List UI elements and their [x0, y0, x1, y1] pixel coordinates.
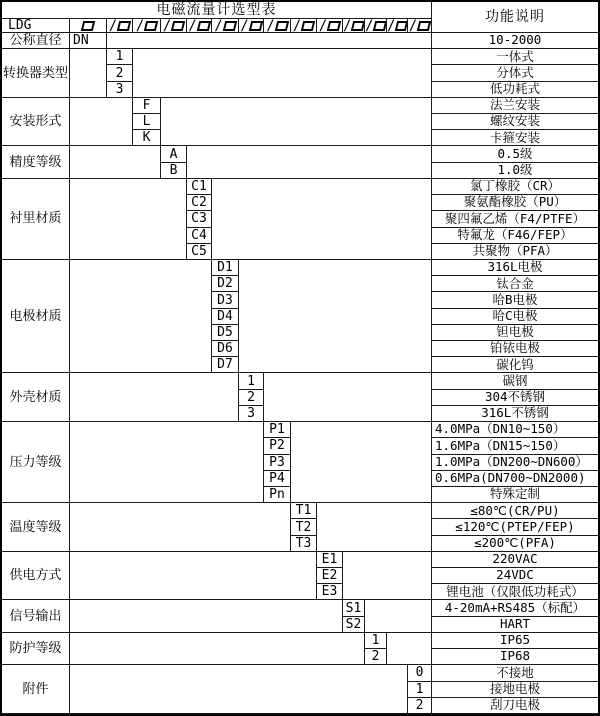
digit-box-icon [144, 21, 158, 31]
option-code: F [133, 98, 161, 114]
digit-box-icon [301, 21, 315, 31]
option-desc: 0.5级 [432, 146, 598, 162]
option-code: D1 [212, 260, 239, 276]
option-desc: ≤200℃(PFA) [432, 536, 598, 552]
model-code-box-cell [212, 19, 239, 33]
option-desc: 10-2000 [432, 33, 598, 49]
right-gap-cell [264, 373, 432, 422]
right-gap-cell [365, 600, 432, 632]
option-desc: 聚氨酯橡胶（PU） [432, 195, 598, 211]
option-code: S2 [343, 617, 365, 633]
digit-box-icon [248, 21, 262, 31]
slash-separator: / [135, 19, 145, 33]
section-label: 外壳材质 [2, 373, 70, 422]
model-prefix: LDG [2, 19, 70, 33]
section-label: 压力等级 [2, 422, 70, 503]
right-gap-cell [343, 552, 432, 601]
option-code: 1 [408, 682, 432, 698]
right-gap-cell [212, 179, 432, 260]
slash-separator: / [188, 19, 197, 33]
option-code: D3 [212, 292, 239, 308]
right-gap-cell [317, 503, 432, 552]
right-gap-cell [133, 49, 432, 98]
digit-box-icon [373, 21, 387, 31]
option-code: K [133, 130, 161, 146]
option-desc: 聚四氟乙烯（F4/PTFE） [432, 211, 598, 227]
option-desc: 1.0MPa（DN200~DN600） [432, 455, 598, 471]
option-desc: 0.6MPa(DN700~DN2000) [432, 471, 598, 487]
option-desc: 铂铱电极 [432, 341, 598, 357]
option-code: C4 [187, 228, 212, 244]
digit-box-icon [81, 21, 95, 31]
model-code-box-cell [291, 19, 317, 33]
section-label: 衬里材质 [2, 179, 70, 260]
left-gap-cell [70, 146, 161, 178]
left-gap-cell [70, 260, 212, 374]
left-gap-cell [70, 98, 133, 147]
option-code: 2 [107, 65, 133, 81]
left-gap-cell [70, 503, 291, 552]
model-code-box-cell [161, 19, 187, 33]
option-code: P2 [264, 438, 291, 454]
option-desc: 304不锈钢 [432, 390, 598, 406]
section-label: 附件 [2, 665, 70, 714]
slash-separator: / [365, 19, 374, 33]
section-label: 公称直径 [2, 33, 70, 49]
right-gap-cell [187, 146, 432, 178]
option-desc: 氯丁橡胶（CR） [432, 179, 598, 195]
model-code-box-cell [187, 19, 212, 33]
option-desc: 钛合金 [432, 276, 598, 292]
option-desc: 316L电极 [432, 260, 598, 276]
option-code: T2 [291, 519, 317, 535]
option-code: C2 [187, 195, 212, 211]
option-code: E3 [317, 584, 343, 600]
section-label: 精度等级 [2, 146, 70, 178]
option-desc: 低功耗式 [432, 82, 598, 98]
left-gap-cell [70, 179, 187, 260]
digit-box-icon [327, 21, 341, 31]
section-label: 供电方式 [2, 552, 70, 601]
option-desc: 刮刀电极 [432, 698, 598, 714]
left-gap-cell [70, 665, 408, 714]
option-desc: 分体式 [432, 65, 598, 81]
option-code: E2 [317, 568, 343, 584]
model-code-box-cell [70, 19, 107, 33]
option-code: B [161, 163, 187, 179]
option-code: 2 [408, 698, 432, 714]
digit-box-icon [171, 21, 185, 31]
section-label: 信号输出 [2, 600, 70, 632]
section-label: 电极材质 [2, 260, 70, 374]
left-gap-cell [70, 49, 107, 98]
left-gap-cell [70, 600, 343, 632]
left-gap-cell [70, 373, 239, 422]
option-desc: 接地电极 [432, 682, 598, 698]
option-code: E1 [317, 552, 343, 568]
model-code-box-cell [408, 19, 432, 33]
option-code: P1 [264, 422, 291, 438]
option-desc: 特氟龙（F46/FEP） [432, 228, 598, 244]
option-desc: 1.0级 [432, 163, 598, 179]
option-desc: 螺纹安装 [432, 114, 598, 130]
option-desc: HART [432, 617, 598, 633]
option-code: C3 [187, 211, 212, 227]
option-desc: 特殊定制 [432, 487, 598, 503]
option-desc: 锂电池（仅限低功耗式） [432, 584, 598, 600]
option-code: DN [70, 33, 107, 49]
slash-separator: / [387, 19, 396, 33]
section-label: 转换器类型 [2, 49, 70, 98]
option-code: 3 [239, 406, 264, 422]
option-code: Pn [264, 487, 291, 503]
model-code-box-cell [239, 19, 264, 33]
option-desc: 316L不锈钢 [432, 406, 598, 422]
option-desc: ≤80℃(CR/PU) [432, 503, 598, 519]
model-code-box-cell [133, 19, 161, 33]
option-code: T3 [291, 536, 317, 552]
option-code: 3 [107, 82, 133, 98]
section-label: 安装形式 [2, 98, 70, 147]
option-code: 0 [408, 665, 432, 681]
option-desc: 哈C电极 [432, 309, 598, 325]
option-code: 2 [239, 390, 264, 406]
slash-separator: / [266, 19, 275, 33]
digit-box-icon [117, 21, 131, 31]
option-code: D7 [212, 357, 239, 373]
right-gap-cell [387, 633, 432, 665]
option-code: T1 [291, 503, 317, 519]
slash-separator: / [240, 19, 249, 33]
option-code: P3 [264, 455, 291, 471]
digit-box-icon [274, 21, 288, 31]
option-desc: 4-20mA+RS485（标配） [432, 600, 598, 616]
function-column-header: 功能说明 [432, 2, 598, 33]
option-desc: 碳化钨 [432, 357, 598, 373]
model-code-box-cell [387, 19, 408, 33]
option-code: 1 [365, 633, 387, 649]
option-code: D4 [212, 309, 239, 325]
option-desc: 不接地 [432, 665, 598, 681]
section-label: 防护等级 [2, 633, 70, 665]
option-code: D6 [212, 341, 239, 357]
digit-box-icon [417, 21, 431, 31]
option-desc: 4.0MPa（DN10~150） [432, 422, 598, 438]
option-code: 1 [239, 373, 264, 389]
model-code-box-cell [365, 19, 387, 33]
option-desc: 220VAC [432, 552, 598, 568]
option-desc: 法兰安装 [432, 98, 598, 114]
model-code-box-cell [343, 19, 365, 33]
model-code-box-cell [317, 19, 343, 33]
slash-separator: / [292, 19, 302, 33]
digit-box-icon [351, 21, 365, 31]
slash-separator: / [162, 19, 172, 33]
option-code: A [161, 146, 187, 162]
option-desc: IP68 [432, 649, 598, 665]
option-desc: 哈B电极 [432, 292, 598, 308]
option-desc: 1.6MPa（DN15~150） [432, 438, 598, 454]
option-code: 2 [365, 649, 387, 665]
digit-box-icon [395, 21, 408, 31]
option-desc: 一体式 [432, 49, 598, 65]
option-code: C1 [187, 179, 212, 195]
slash-separator: / [408, 19, 418, 33]
left-gap-cell [70, 633, 365, 665]
right-gap-cell [161, 98, 432, 147]
page-title: 电磁流量计选型表 [2, 2, 432, 19]
model-code-box-cell [264, 19, 291, 33]
option-code: D2 [212, 276, 239, 292]
digit-box-icon [196, 21, 210, 31]
slash-separator: / [108, 19, 118, 33]
option-desc: 钽电极 [432, 325, 598, 341]
left-gap-cell [70, 422, 264, 503]
slash-separator: / [214, 19, 223, 33]
slash-separator: / [318, 19, 328, 33]
left-gap-cell [70, 552, 317, 601]
option-desc: IP65 [432, 633, 598, 649]
option-code: 1 [107, 49, 133, 65]
option-code: P4 [264, 471, 291, 487]
model-code-box-cell [107, 19, 133, 33]
digit-box-icon [222, 21, 236, 31]
right-gap-cell [291, 422, 432, 503]
option-desc: 卡箍安装 [432, 130, 598, 146]
option-code: L [133, 114, 161, 130]
section-label: 温度等级 [2, 503, 70, 552]
right-gap-cell [107, 33, 432, 49]
option-code: D5 [212, 325, 239, 341]
option-desc: ≤120℃(PTEP/FEP) [432, 519, 598, 535]
right-gap-cell [239, 260, 432, 374]
option-desc: 共聚物（PFA） [432, 244, 598, 260]
option-code: C5 [187, 244, 212, 260]
option-code: S1 [343, 600, 365, 616]
option-desc: 24VDC [432, 568, 598, 584]
option-desc: 碳钢 [432, 373, 598, 389]
slash-separator: / [343, 19, 352, 33]
